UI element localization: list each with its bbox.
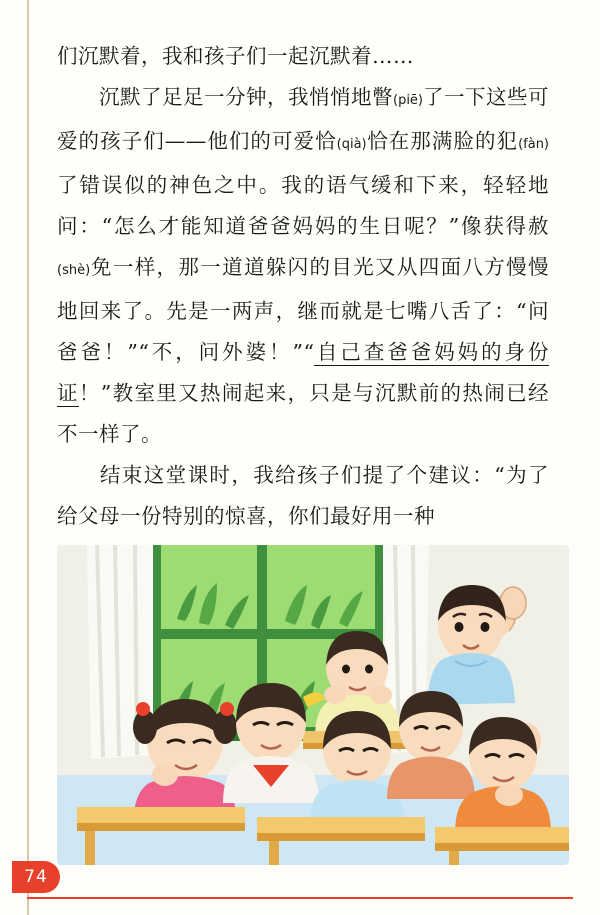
left-margin-rule xyxy=(27,0,29,915)
pinyin-qia: (qià) xyxy=(336,137,367,152)
pinyin-pie: (piē) xyxy=(393,93,424,108)
classroom-students-illustration xyxy=(57,545,569,865)
underlined-phrase: 自己查爸爸妈妈的身份证 xyxy=(57,340,550,405)
article-text-body xyxy=(57,36,549,537)
footer-rule xyxy=(27,897,573,899)
paragraph-2: 沉默了足足一分钟，我悄悄地瞥(piē)了一下这些可爱的孩子们——他们的可爱恰(qià)恰在那满脸的犯(fàn)了错误似的神色之中。我的语气缓和下来，轻轻地问：“怎么才能知道爸爸妈妈的生日呢？”像获得赦(shè)免一样，那一道道躲闪的目光又从四面八方慢慢地回来了。先是一两声，继而就是七嘴八舌了：“问爸爸！”“不，问外婆！”“自己查爸爸妈妈的身份证！”教室里又热闹起来，只是与沉默前的热闹已经不一样了。 xyxy=(57,85,550,446)
paragraph-1: 们沉默着，我和孩子们一起沉默着…… xyxy=(57,44,414,68)
pinyin-she: (shè) xyxy=(57,263,91,278)
pinyin-fan: (fàn) xyxy=(518,137,550,152)
paragraph-3: 结束这堂课时，我给孩子们提了个建议：“为了给父母一份特别的惊喜，你们最好用一种 xyxy=(57,463,549,528)
page-number: 74 xyxy=(12,861,60,893)
